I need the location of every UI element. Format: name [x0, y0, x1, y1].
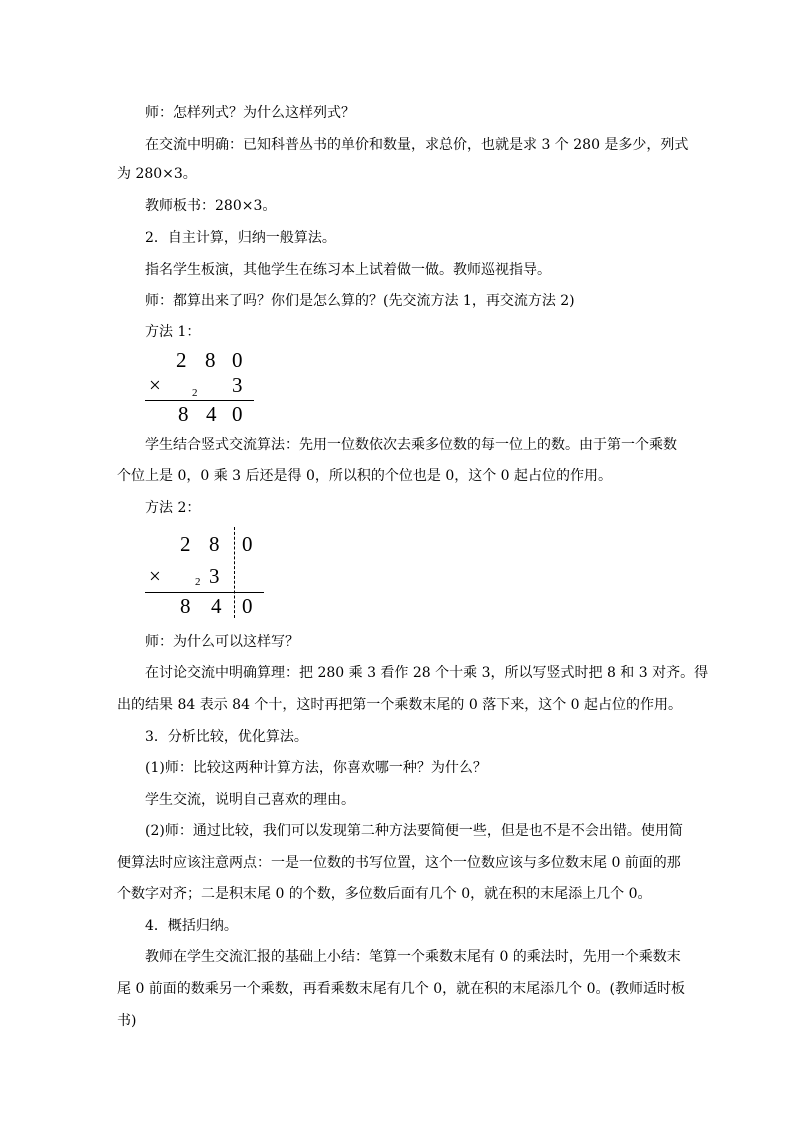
method2-carry-digit: 2: [195, 576, 201, 588]
method1-label: 方法 1：: [145, 324, 201, 340]
paragraph-board-practice: 指名学生板演，其他学生在练习本上试着做一做。教师巡视指导。: [145, 262, 551, 278]
method1-top-digit: 0: [232, 348, 243, 372]
method1-top-digit: 8: [205, 348, 216, 372]
method1-result-rule: [145, 400, 254, 401]
method2-dashed-separator: [234, 527, 235, 618]
paragraph-compare-line1: (2)师：通过比较，我们可以发现第二种方法要简便一些，但是也不是不会出错。使用简: [145, 823, 683, 839]
method1-multiply-sign: ×: [149, 373, 161, 397]
method1-top-digit: 2: [176, 348, 187, 372]
section-heading-2: 2．自主计算，归纳一般算法。: [145, 230, 336, 246]
section-heading-3: 3．分析比较，优化算法。: [145, 729, 308, 745]
paragraph-compare-line3: 个数字对齐；二是积末尾 0 的个数，多位数后面有几个 0，就在积的末尾添上几个 0。: [117, 886, 652, 902]
method2-result-digit: 0: [242, 594, 253, 618]
method1-result-digit: 8: [178, 402, 189, 426]
method2-result-digit: 4: [211, 594, 222, 618]
method2-top-digit: 2: [180, 532, 191, 556]
method2-multiply-sign: ×: [149, 564, 161, 588]
paragraph-teacher-question: 师：怎样列式？为什么这样列式？: [145, 105, 355, 121]
paragraph-summary-line1: 教师在学生交流汇报的基础上小结：笔算一个乘数末尾有 0 的乘法时，先用一个乘数末: [145, 949, 681, 965]
method2-top-digit: 0: [242, 532, 253, 556]
paragraph-principle-line2: 出的结果 84 表示 84 个十，这时再把第一个乘数末尾的 0 落下来，这个 0 起占位的作用。: [117, 697, 683, 713]
method2-top-digit: 8: [209, 532, 220, 556]
paragraph-compare-line2: 便算法时应该注意两点：一是一位数的书写位置，这个一位数应该与多位数末尾 0 前面的那: [117, 855, 681, 871]
paragraph-teacher-ask: 师：都算出来了吗？你们是怎么算的？(先交流方法 1，再交流方法 2): [145, 293, 575, 309]
method2-result-rule: [145, 592, 264, 593]
method2-multiplier-digit: 3: [209, 564, 220, 588]
method1-multiplier-digit: 3: [232, 373, 243, 397]
paragraph-teacher-why: 师：为什么可以这样写？: [145, 634, 299, 650]
paragraph-board-writing: 教师板书：280×3。: [145, 198, 277, 214]
paragraph-explain-line2: 个位上是 0，0 乘 3 后还是得 0，所以积的个位也是 0，这个 0 起占位的作用。: [117, 468, 613, 484]
paragraph-summary-line3: 书): [117, 1013, 137, 1029]
method2-result-digit: 8: [180, 594, 191, 618]
paragraph-explain-line1: 学生结合竖式交流算法：先用一位数依次去乘多位数的每一位上的数。由于第一个乘数: [145, 437, 677, 453]
paragraph-clarify-line1: 在交流中明确：已知科普丛书的单价和数量，求总价，也就是求 3 个 280 是多少，列式: [145, 137, 689, 153]
method1-result-digit: 0: [232, 402, 243, 426]
method2-label: 方法 2：: [145, 500, 201, 516]
paragraph-principle-line1: 在讨论交流中明确算理：把 280 乘 3 看作 28 个十乘 3，所以写竖式时把 8 和 3 对齐。得: [145, 665, 709, 681]
paragraph-summary-line2: 尾 0 前面的数乘另一个乘数，再看乘数末尾有几个 0，就在积的末尾添几个 0。(教师适时板: [117, 981, 685, 997]
method1-carry-digit: 2: [192, 387, 198, 399]
paragraph-student-exchange: 学生交流，说明自己喜欢的理由。: [145, 792, 355, 808]
method1-result-digit: 4: [206, 402, 217, 426]
section-heading-4: 4．概括归纳。: [145, 918, 238, 934]
paragraph-clarify-line2: 为 280×3。: [117, 166, 197, 182]
paragraph-compare-question: (1)师：比较这两种计算方法，你喜欢哪一种？为什么？: [145, 760, 487, 776]
